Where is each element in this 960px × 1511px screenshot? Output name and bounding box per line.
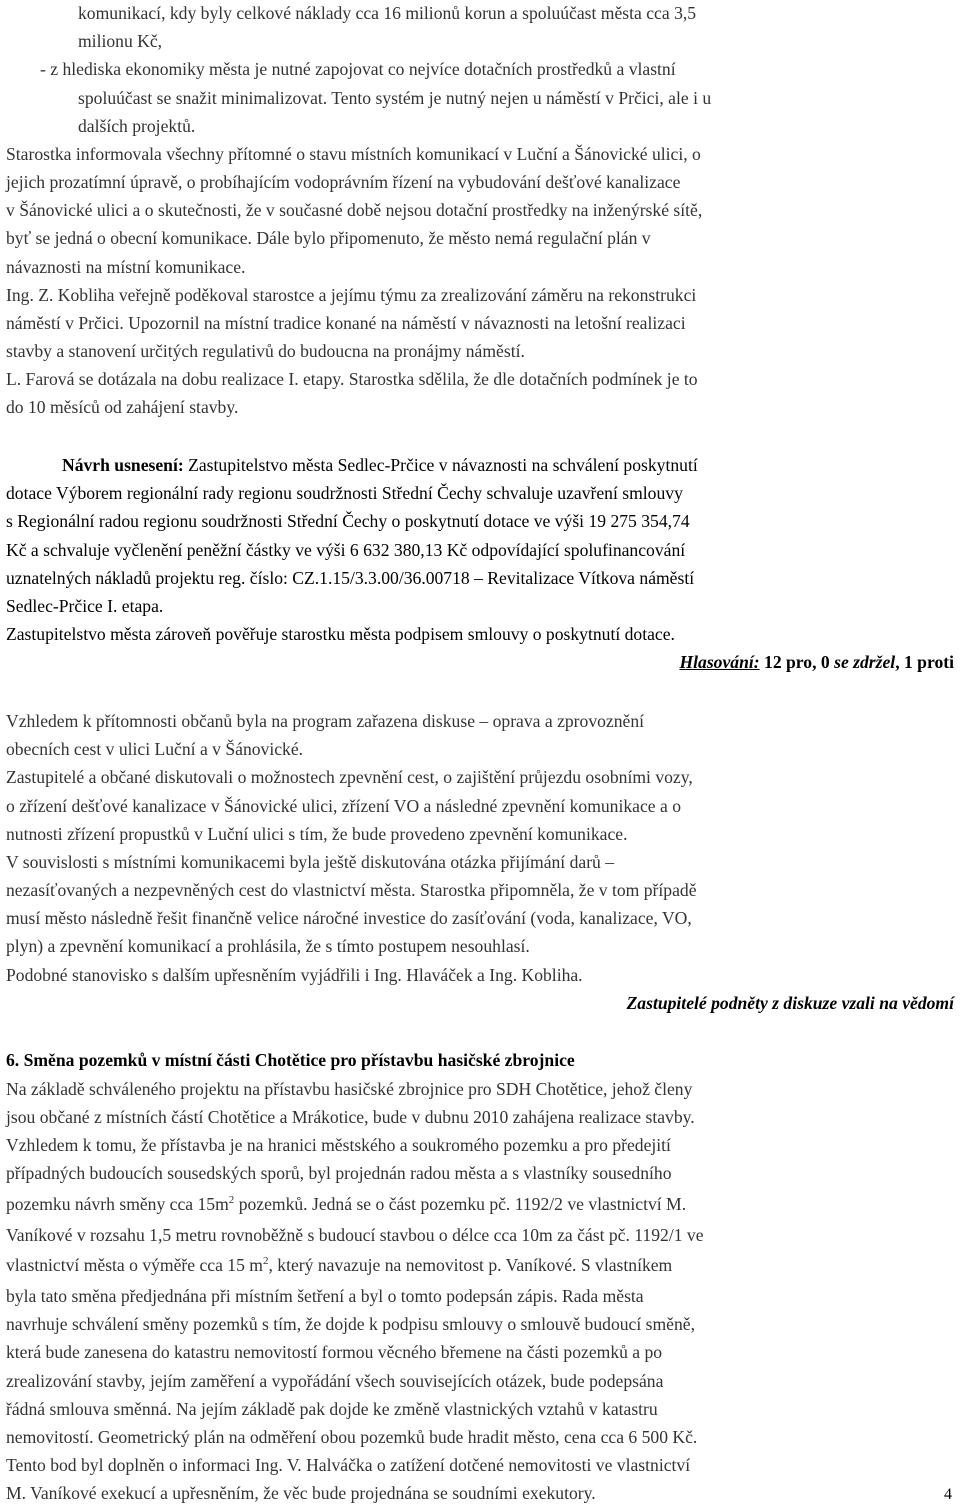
text-line: řádná smlouva směnná. Na jejím základě pak dojde ke změně vlastnických vztahů v katastru <box>6 1398 658 1419</box>
text-line: jejich prozatímní úpravě, o probíhajícím vodoprávním řízení na vybudování dešťové kanalizace <box>6 172 681 193</box>
text-line: do 10 měsíců od zahájení stavby. <box>6 397 239 418</box>
vote-proti: , 1 proti <box>895 652 954 673</box>
text-line: případných budoucích sousedských sporů, byl projednán radou města a s vlastníky sousedního <box>6 1163 672 1184</box>
text-line: Na základě schváleného projektu na přístavbu hasičské zbrojnice pro SDH Chotětice, jehož členy <box>6 1078 693 1099</box>
text-line: nemovitostí. Geometrický plán na odměření obou pozemků bude hradit město, cena cca 6 500 Kč. <box>6 1426 698 1447</box>
text-line: uznatelných nákladů projektu reg. číslo: CZ.1.15/3.3.00/36.00718 – Revitalizace Vítkova náměstí <box>6 567 695 588</box>
text-line: Vaníkové v rozsahu 1,5 metru rovnoběžně s budoucí stavbou o délce cca 10m za část pč. 1192/1 ve <box>6 1224 704 1245</box>
vote-zdrzel: se zdržel <box>834 652 896 673</box>
text-line: V souvislosti s místními komunikacemi byla ještě diskutována otázka přijímání darů – <box>6 851 615 872</box>
text-line: obecních cest v ulici Luční a v Šánovické. <box>6 739 304 760</box>
page-number: 4 <box>944 1486 952 1503</box>
text-line: dalších projektů. <box>78 115 196 136</box>
superscript: 2 <box>228 1193 235 1206</box>
text-line: Sedlec-Prčice I. etapa. <box>6 595 164 616</box>
vote-pro: 12 pro, 0 <box>759 652 835 673</box>
text-line: Kč a schvaluje vyčlenění peněžní částky ve výši 6 632 380,13 Kč odpovídající spolufinancování <box>6 539 686 560</box>
resolution-text: Zastupitelstvo města Sedlec-Prčice v návaznosti na schválení poskytnutí <box>183 455 698 476</box>
text-line: plyn) a zpevnění komunikací a prohlásila, že s tímto postupem nesouhlasí. <box>6 936 530 957</box>
text-line: o zřízení dešťové kanalizace v Šánovické ulici, zřízení VO a následné zpevnění komunikace a o <box>6 795 681 816</box>
text-line: nezasíťovaných a nezpevněných cest do vlastnictví města. Starostka připomněla, že v tom případě <box>6 880 697 901</box>
text-line: dotace Výborem regionální rady regionu soudržnosti Střední Čechy schvaluje uzavření smlouvy <box>6 483 683 504</box>
text-line: navrhuje schválení směny pozemků s tím, že dojde k podpisu smlouvy o smlouvě budoucí směně, <box>6 1314 695 1335</box>
text-line: náměstí v Prčici. Upozornil na místní tradice konané na náměstí v návaznosti na letošní realizaci <box>6 312 686 333</box>
text-line: milionu Kč, <box>78 31 163 52</box>
text-line: Podobné stanovisko s dalším upřesněním vyjádřili i Ing. Hlaváček a Ing. Kobliha. <box>6 964 583 985</box>
text-line: stavby a stanovení určitých regulativů do budoucna na pronájmy náměstí. <box>6 341 525 362</box>
text-line: která bude zanesena do katastru nemovitostí formou věcného břemene na části pozemků a po <box>6 1342 663 1363</box>
text-line: Zastupitelstvo města zároveň pověřuje starostku města podpisem smlouvy o poskytnutí dotace. <box>6 624 675 645</box>
text-line: Vzhledem k tomu, že přístavba je na hranici městského a soukromého pozemku a pro předejití <box>6 1134 671 1155</box>
text-line: byla tato směna předjednána při místním šetření a byl o tomto podepsán zápis. Rada města <box>6 1286 644 1307</box>
text-line: musí město následně řešit finančně velice náročné investice do zasíťování (voda, kanalizace, VO, <box>6 908 692 929</box>
text-line: Tento bod byl doplněn o informaci Ing. V. Halváčka o zatížení dotčené nemovitosti ve vlastnictví <box>6 1455 691 1476</box>
text-line: v Šánovické ulici a o skutečnosti, že v současné době nejsou dotační prostředky na inženýrské sítě, <box>6 200 703 221</box>
text-line: byť se jedná o obecní komunikace. Dále bylo připomenuto, že město nemá regulační plán v <box>6 228 651 249</box>
text-line: zrealizování stavby, jejím zaměření a vypořádání všech souvisejících otázek, bude podepsána <box>6 1370 664 1391</box>
text-line: Zastupitelé a občané diskutovali o možnostech zpevnění cest, o zajištění průjezdu osobními vozy, <box>6 767 693 788</box>
vote-label: Hlasování: <box>679 652 760 673</box>
text-line-superscript <box>6 1254 672 1276</box>
text-line: nutnosti zřízení propustků v Luční ulici s tím, že bude provedeno zpevnění komunikace. <box>6 823 628 844</box>
text-line: s Regionální radou regionu soudržnosti Střední Čechy o poskytnutí dotace ve výši 19 275 354,74 <box>6 511 690 532</box>
text-line: L. Farová se dotázala na dobu realizace I. etapy. Starostka sdělila, že dle dotačních podmínek je to <box>6 369 698 390</box>
section-heading: 6. Směna pozemků v místní části Chotětice pro přístavbu hasičské zbrojnice <box>6 1050 575 1071</box>
text-line: spoluúčast se snažit minimalizovat. Tento systém je nutný nejen u náměstí v Prčici, ale i u <box>78 87 712 108</box>
resolution-first-line <box>62 454 698 476</box>
text-line: Vzhledem k přítomnosti občanů byla na program zařazena diskuse – oprava a zprovoznění <box>6 711 645 732</box>
vote-result <box>679 651 954 673</box>
text-segment: , který navazuje na nemovitost p. Vaníkové. S vlastníkem <box>268 1255 673 1276</box>
text-line-superscript <box>6 1193 686 1215</box>
text-line: jsou občané z místních částí Chotětice a Mrákotice, bude v dubnu 2010 zahájena realizace stavby. <box>6 1106 695 1127</box>
text-line: Starostka informovala všechny přítomné o stavu místních komunikací v Luční a Šánovické ulici, o <box>6 143 701 164</box>
text-line: komunikací, kdy byly celkové náklady cca 16 milionů korun a spoluúčast města cca 3,5 <box>78 3 697 23</box>
text-segment: pozemku návrh směny cca 15m <box>6 1193 229 1214</box>
text-segment: pozemků. Jedná se o část pozemku pč. 1192/2 ve vlastnictví M. <box>234 1193 687 1214</box>
text-line: - z hlediska ekonomiky města je nutné zapojovat co nejvíce dotačních prostředků a vlastní <box>40 59 676 80</box>
superscript: 2 <box>262 1255 269 1268</box>
text-segment: vlastnictví města o výměře cca 15 m <box>6 1255 263 1276</box>
text-line: návaznosti na místní komunikace. <box>6 256 246 277</box>
discussion-conclusion: Zastupitelé podněty z diskuze vzali na vědomí <box>626 992 954 1013</box>
text-line: Ing. Z. Kobliha veřejně poděkoval starostce a jejímu týmu za zrealizování záměru na rekonstrukci <box>6 284 697 305</box>
resolution-label: Návrh usnesení: <box>62 455 184 476</box>
text-line: M. Vaníkové exekucí a upřesněním, že věc bude projednána se soudními exekutory. <box>6 1483 596 1504</box>
